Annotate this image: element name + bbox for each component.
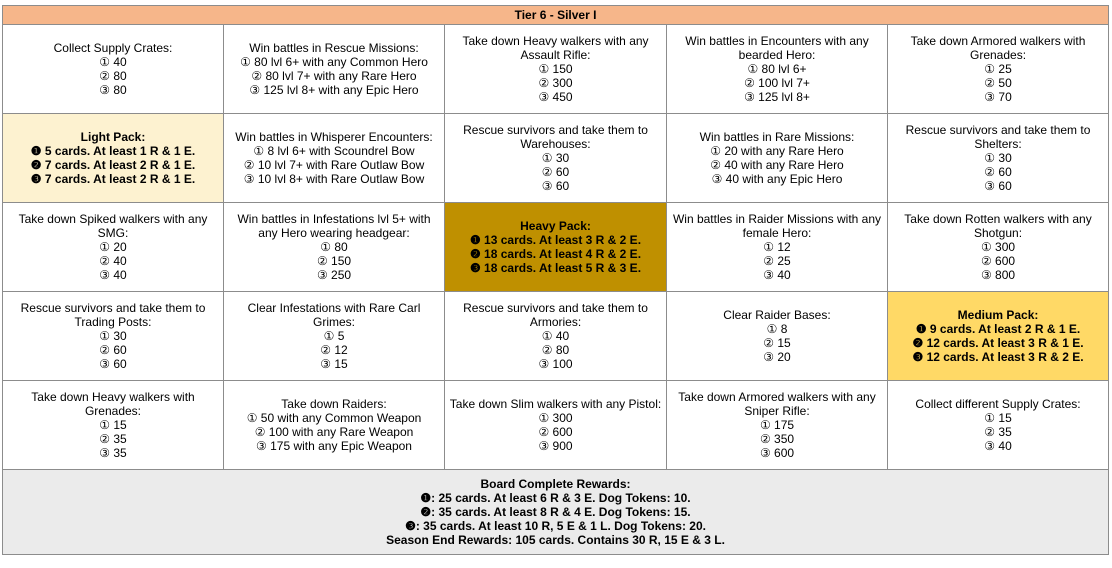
grid-row [3, 114, 1109, 203]
task-line: ② 300 [538, 76, 573, 90]
task-cell [667, 203, 888, 292]
pack-reward-line: ❸ 12 cards. At least 3 R & 2 E. [912, 350, 1084, 364]
pack-reward-line: ❷ 12 cards. At least 3 R & 1 E. [912, 336, 1084, 350]
task-line: ③ 900 [538, 439, 573, 453]
task-line: Warehouses: [520, 137, 591, 151]
task-cell [667, 114, 888, 203]
task-line: Grimes: [313, 315, 355, 329]
task-line: ① 8 lvl 6+ with Scoundrel Bow [253, 144, 415, 158]
task-line: ③ 70 [984, 90, 1012, 104]
task-line: ① 80 lvl 6+ with any Common Hero [240, 55, 428, 69]
task-line: ③ 40 [763, 268, 791, 282]
task-cell [667, 292, 888, 381]
task-line: ① 30 [541, 151, 570, 165]
task-line: ② 35 [984, 425, 1012, 439]
task-line: ③ 20 [763, 350, 791, 364]
pack-reward-line: ❶ 13 cards. At least 3 R & 2 E. [469, 233, 642, 247]
task-line: ② 50 [984, 76, 1012, 90]
task-description: Take down Slim walkers with any Pistol: [449, 397, 662, 411]
task-line: ① 20 with any Rare Hero [710, 144, 844, 158]
task-line: ② 600 [980, 254, 1016, 268]
task-description: Take down Raiders: [281, 397, 387, 411]
task-line: ② 40 [99, 254, 127, 268]
pack-reward-line: ❸ 18 cards. At least 5 R & 3 E. [469, 261, 642, 275]
task-line: ② 35 [99, 432, 127, 446]
task-line: ② 25 [763, 254, 791, 268]
task-description: Clear Infestations with Rare Carl [247, 301, 421, 315]
task-description: Clear Raider Bases: [723, 308, 831, 322]
pack-heavy-cell [445, 203, 667, 292]
task-line: ③ 60 [541, 179, 570, 193]
task-description: Win battles in Whisperer Encounters: [235, 130, 433, 144]
rewards-heading: Board Complete Rewards: [480, 477, 631, 491]
task-cell [3, 381, 224, 470]
task-description: Take down Armored walkers with any [678, 390, 876, 404]
task-line: ③ 40 [99, 268, 127, 282]
task-line: ① 8 [766, 322, 788, 336]
task-line: ① 40 [541, 329, 570, 343]
task-cell [445, 114, 667, 203]
task-description: Collect different Supply Crates: [915, 397, 1081, 411]
task-line: ③ 35 [99, 446, 127, 460]
task-description: Take down Heavy walkers with [31, 390, 195, 404]
task-line: Sniper Rifle: [744, 404, 810, 418]
task-line: bearded Hero: [738, 48, 816, 62]
task-line: ② 15 [763, 336, 791, 350]
task-line: ③ 250 [316, 268, 352, 282]
task-line: ③ 600 [759, 446, 795, 460]
task-line: ① 25 [984, 62, 1012, 76]
task-line: ① 12 [763, 240, 791, 254]
pack-medium-cell [888, 292, 1109, 381]
task-description: Rescue survivors and take them to [20, 301, 206, 315]
task-line: ③ 10 lvl 8+ with Rare Outlaw Bow [243, 172, 425, 186]
task-description: Take down Spiked walkers with any [18, 212, 208, 226]
pack-reward-line: ❸ 7 cards. At least 2 R & 1 E. [30, 172, 196, 186]
pack-title: Medium Pack: [957, 308, 1039, 322]
task-line: ① 30 [99, 329, 127, 343]
task-line: ① 80 lvl 6+ [747, 62, 807, 76]
task-line: ③ 60 [984, 179, 1012, 193]
task-cell [224, 114, 445, 203]
grid-row [3, 292, 1109, 381]
task-line: Shelters: [974, 137, 1022, 151]
grid-row [3, 203, 1109, 292]
pack-light-cell [3, 114, 224, 203]
pack-reward-line: ❶ 5 cards. At least 1 R & 1 E. [30, 144, 196, 158]
task-line: ② 60 [984, 165, 1012, 179]
task-description: Win battles in Raider Missions with any [672, 212, 882, 226]
task-description: Win battles in Infestations lvl 5+ with [237, 212, 431, 226]
task-line: ② 100 with any Rare Weapon [254, 425, 414, 439]
task-cell [445, 292, 667, 381]
task-line: Grenades: [84, 404, 142, 418]
task-cell [888, 25, 1109, 114]
task-line: ① 40 [99, 55, 127, 69]
task-cell [3, 292, 224, 381]
footer-row [3, 470, 1109, 555]
task-line: Armories: [529, 315, 582, 329]
task-cell [888, 381, 1109, 470]
task-line: ③ 60 [99, 357, 127, 371]
task-line: any Hero wearing headgear: [258, 226, 410, 240]
task-line: ① 20 [99, 240, 127, 254]
task-line: ② 150 [316, 254, 352, 268]
task-line: ② 350 [759, 432, 795, 446]
task-line: ② 12 [320, 343, 348, 357]
task-description: Win battles in Encounters with any [685, 34, 869, 48]
task-description: Take down Rotten walkers with any [904, 212, 1092, 226]
task-cell [445, 381, 667, 470]
task-cell [224, 292, 445, 381]
task-line: ② 10 lvl 7+ with Rare Outlaw Bow [243, 158, 425, 172]
grid-row [3, 25, 1109, 114]
task-description: Win battles in Rescue Missions: [249, 41, 419, 55]
task-line: ③ 125 lvl 8+ [744, 90, 810, 104]
task-line: ① 15 [984, 411, 1012, 425]
task-cell [224, 203, 445, 292]
task-line: Trading Posts: [74, 315, 152, 329]
task-line: ② 80 [541, 343, 570, 357]
task-line: Shotgun: [974, 226, 1023, 240]
task-line: SMG: [97, 226, 129, 240]
task-line: ③ 100 [538, 357, 573, 371]
rewards-line: ❸: 35 cards. At least 10 R, 5 E & 1 L. Dog Tokens: 20. [405, 519, 706, 533]
task-cell [667, 381, 888, 470]
pack-reward-line: ❷ 7 cards. At least 2 R & 1 E. [30, 158, 196, 172]
task-line: ② 60 [99, 343, 127, 357]
task-cell [445, 25, 667, 114]
task-line: ③ 450 [538, 90, 573, 104]
task-cell [3, 203, 224, 292]
task-line: ① 150 [538, 62, 573, 76]
task-line: ③ 15 [320, 357, 348, 371]
task-cell [224, 25, 445, 114]
pack-title: Light Pack: [80, 130, 146, 144]
task-description: Rescue survivors and take them to [463, 301, 648, 315]
task-line: ② 80 lvl 7+ with any Rare Hero [251, 69, 417, 83]
tier-title: Tier 6 - Silver I [3, 6, 1109, 25]
task-description: Win battles in Rare Missions: [699, 130, 855, 144]
task-cell [3, 25, 224, 114]
task-cell [224, 381, 445, 470]
task-line: ① 50 with any Common Weapon [246, 411, 422, 425]
task-line: ③ 40 [984, 439, 1012, 453]
task-line: ① 30 [984, 151, 1012, 165]
task-line: ③ 80 [99, 83, 127, 97]
task-description: Collect Supply Crates: [53, 41, 173, 55]
task-line: Grenades: [970, 48, 1027, 62]
task-line: ① 175 [759, 418, 795, 432]
task-cell [667, 25, 888, 114]
task-line: female Hero: [742, 226, 812, 240]
task-line: ② 40 with any Rare Hero [710, 158, 844, 172]
task-description: Take down Heavy walkers with any [462, 34, 649, 48]
task-line: ① 300 [980, 240, 1016, 254]
task-line: ① 5 [323, 329, 345, 343]
task-cell [888, 203, 1109, 292]
pack-title: Heavy Pack: [520, 219, 591, 233]
task-line: ② 80 [99, 69, 127, 83]
pack-reward-line: ❶ 9 cards. At least 2 R & 1 E. [915, 322, 1081, 336]
task-line: ① 80 [320, 240, 348, 254]
task-line: ① 15 [99, 418, 127, 432]
task-description: Rescue survivors and take them to [463, 123, 648, 137]
task-line: ② 60 [541, 165, 570, 179]
task-line: Assault Rifle: [520, 48, 591, 62]
task-line: ③ 800 [980, 268, 1016, 282]
task-line: ② 600 [538, 425, 573, 439]
grid-row [3, 381, 1109, 470]
task-description: Rescue survivors and take them to [905, 123, 1091, 137]
task-line: ① 300 [538, 411, 573, 425]
tier-board [2, 5, 1109, 555]
rewards-line: ❶: 25 cards. At least 6 R & 3 E. Dog Tokens: 10. [420, 491, 691, 505]
task-description: Take down Armored walkers with [910, 34, 1086, 48]
rewards-footer [3, 470, 1109, 555]
task-line: ③ 175 with any Epic Weapon [256, 439, 412, 453]
task-cell [888, 114, 1109, 203]
task-line: ③ 40 with any Epic Hero [711, 172, 843, 186]
rewards-line: ❷: 35 cards. At least 8 R & 4 E. Dog Tokens: 15. [420, 505, 691, 519]
pack-reward-line: ❷ 18 cards. At least 4 R & 2 E. [469, 247, 642, 261]
task-line: ② 100 lvl 7+ [744, 76, 810, 90]
rewards-line: Season End Rewards: 105 cards. Contains 30 R, 15 E & 3 L. [386, 533, 725, 547]
task-line: ③ 125 lvl 8+ with any Epic Hero [249, 83, 419, 97]
